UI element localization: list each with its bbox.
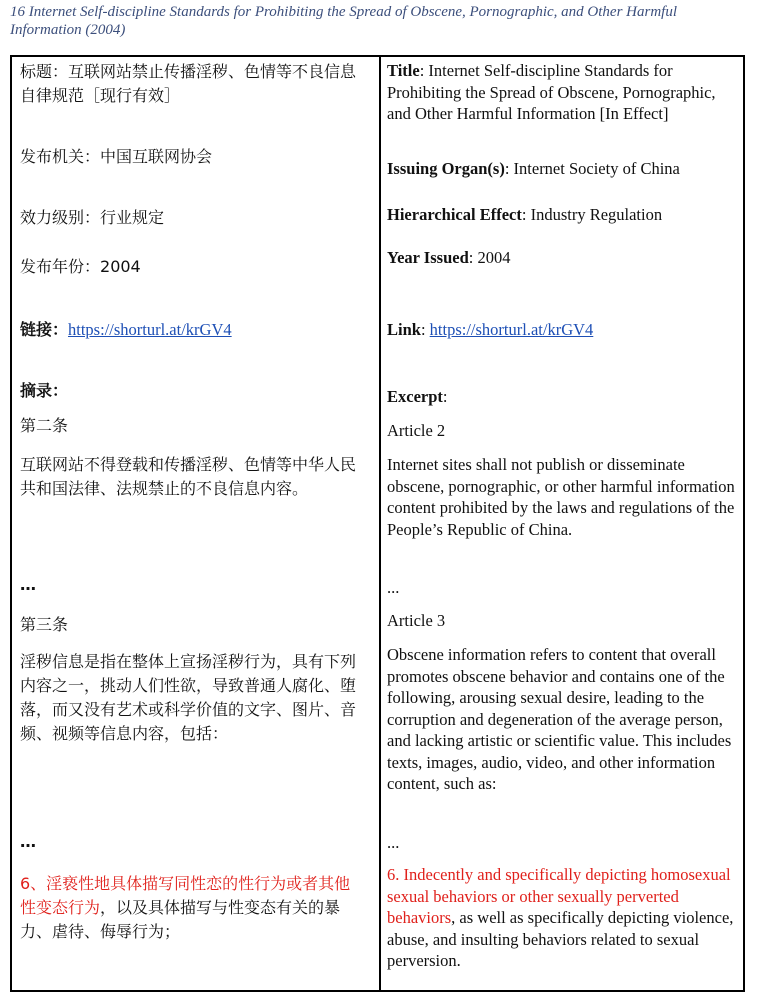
- column-divider: [379, 57, 381, 990]
- en-effect-row: [387, 204, 739, 226]
- zh-article2-heading: 第二条: [20, 416, 69, 435]
- zh-excerpt-label-text: 摘录：: [20, 381, 69, 400]
- en-title-value: : Internet Self-discipline Standards for Prohibiting the Spread of Obscene, Pornographic, and Other Harmful Information [In Effect]: [387, 61, 716, 123]
- zh-ellipsis-2: …: [20, 832, 36, 851]
- en-title-label: Title: [387, 61, 420, 80]
- zh-title-value: 互联网站禁止传播淫秽、色情等不良信息自律规范［现行有效］: [20, 62, 357, 105]
- en-link-sep: :: [420, 320, 430, 339]
- zh-article2-text: 互联网站不得登载和传播淫秽、色情等中华人民共和国法律、法规禁止的不良信息内容。: [20, 455, 357, 498]
- en-link-row: [387, 319, 739, 341]
- en-title-row: [387, 60, 739, 125]
- caption-number: 16: [10, 4, 25, 20]
- en-excerpt-row: [387, 386, 739, 408]
- en-link-label: Link: [387, 320, 421, 339]
- en-year-value: : 2004: [468, 248, 511, 267]
- en-year-label: Year Issued: [387, 248, 469, 267]
- en-ellipsis-2: ...: [387, 833, 400, 852]
- zh-link-row: [20, 318, 365, 342]
- en-article3-heading: Article 3: [387, 611, 446, 630]
- en-effect-value: : Industry Regulation: [521, 205, 663, 224]
- en-excerpt-label: Excerpt: [387, 387, 443, 406]
- zh-effect-value: 行业规定: [100, 208, 165, 227]
- zh-issuer-row: [20, 145, 365, 169]
- en-link[interactable]: https://shorturl.at/krGV4: [429, 320, 594, 339]
- en-ellipsis-1: ...: [387, 578, 400, 597]
- zh-title-label: 标题：: [20, 62, 69, 81]
- en-item6-rest: , as well as specifically depicting violence, abuse, and insulting behaviors related to sexual perversion.: [387, 908, 734, 970]
- zh-excerpt-label: [20, 379, 365, 403]
- table-caption: [10, 3, 750, 39]
- zh-item6-highlight: 6、淫亵性地具体描写同性恋的性行为或者其他性变态行为: [20, 874, 351, 917]
- bilingual-table: [10, 55, 745, 992]
- caption-text: Internet Self-discipline Standards for Prohibiting the Spread of Obscene, Pornographic, and Other Harmful Information (2004): [10, 4, 678, 38]
- zh-effect-row: [20, 206, 365, 230]
- en-item6: [387, 864, 739, 972]
- en-issuer-value: : Internet Society of China: [504, 159, 680, 178]
- en-issuer-row: [387, 158, 739, 180]
- en-issuer-label: Issuing Organ(s): [387, 159, 505, 178]
- zh-item6-rest: ，以及具体描写与性变态有关的暴力、虐待、侮辱行为；: [20, 898, 341, 941]
- en-article2-text: Internet sites shall not publish or disseminate obscene, pornographic, or other harmful information content prohibited by the laws and regulations of the People’s Republic of China.: [387, 455, 735, 539]
- zh-year-label: 发布年份：: [20, 257, 101, 276]
- zh-year-value: 2004: [100, 257, 141, 276]
- zh-item6: [20, 872, 365, 944]
- zh-title-row: [20, 60, 365, 108]
- zh-link-label: 链接：: [20, 320, 69, 339]
- en-effect-label: Hierarchical Effect: [387, 205, 522, 224]
- en-item6-highlight: 6. Indecently and specifically depicting homosexual sexual behaviors or other sexually perverted behaviors: [387, 865, 731, 927]
- zh-ellipsis-1: …: [20, 575, 36, 594]
- zh-article3-heading: 第三条: [20, 615, 69, 634]
- en-article3-text: Obscene information refers to content that overall promotes obscene behavior and contains one of the following, arousing sexual desire, leading to the corruption and degeneration of the average person, and lacking artistic or scientific value. This includes texts, images, audio, video, and other information content, such as:: [387, 645, 732, 793]
- zh-effect-label: 效力级别：: [20, 208, 101, 227]
- zh-article3-text: 淫秽信息是指在整体上宣扬淫秽行为，具有下列内容之一，挑动人们性欲，导致普通人腐化、堕落，而又没有艺术或科学价值的文字、图片、音频、视频等信息内容，包括：: [20, 652, 357, 743]
- zh-year-row: [20, 255, 365, 279]
- zh-issuer-value: 中国互联网协会: [100, 147, 213, 166]
- zh-issuer-label: 发布机关：: [20, 147, 101, 166]
- en-article2-heading: Article 2: [387, 421, 446, 440]
- zh-link[interactable]: https://shorturl.at/krGV4: [68, 320, 232, 339]
- en-year-row: [387, 247, 739, 269]
- en-excerpt-colon: :: [442, 387, 448, 406]
